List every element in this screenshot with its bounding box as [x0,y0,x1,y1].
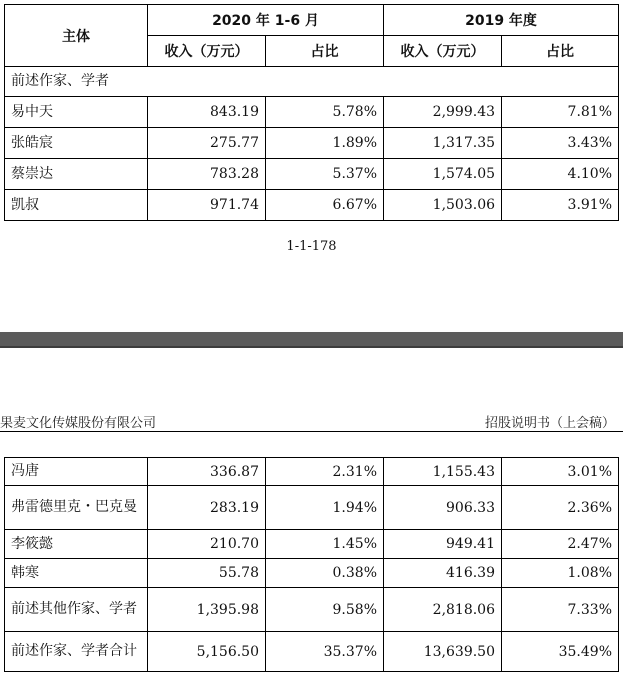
author-name: 弗雷德里克・巴克曼 [5,486,148,530]
page-number: 1-1-178 [286,239,337,254]
author-name: 易中天 [5,97,148,128]
share-2019: 7.81% [502,97,619,128]
header-rule [0,431,623,432]
author-name: 张皓宸 [5,128,148,159]
revenue-2020: 971.74 [148,190,266,221]
share-2020: 6.67% [266,190,384,221]
share-2020: 5.78% [266,97,384,128]
header-period-2020: 2020 年 1-6 月 [148,5,384,36]
revenue-2019: 1,155.43 [384,458,502,486]
share-2019: 4.10% [502,159,619,190]
header-revenue-2019: 收入（万元） [384,36,502,67]
revenue-2019: 1,574.05 [384,159,502,190]
author-name: 李筱懿 [5,530,148,559]
table-row [5,632,619,672]
revenue-2020: 783.28 [148,159,266,190]
table-row [5,530,619,559]
table-row [5,486,619,530]
share-2020: 1.94% [266,486,384,530]
revenue-2020: 5,156.50 [148,632,266,672]
author-name: 冯唐 [5,458,148,486]
table-row [5,458,619,486]
table-row [5,97,619,128]
share-2020: 2.31% [266,458,384,486]
table-row [5,559,619,588]
share-2020: 0.38% [266,559,384,588]
author-name: 前述其他作家、学者 [5,588,148,632]
revenue-2020: 843.19 [148,97,266,128]
revenue-2020: 55.78 [148,559,266,588]
share-2020: 9.58% [266,588,384,632]
header-subject: 主体 [5,5,148,67]
share-2019: 2.36% [502,486,619,530]
share-2020: 1.45% [266,530,384,559]
author-name: 凯叔 [5,190,148,221]
revenue-2019: 949.41 [384,530,502,559]
share-2019: 3.01% [502,458,619,486]
page-divider [0,332,623,348]
revenue-2020: 283.19 [148,486,266,530]
author-name: 韩寒 [5,559,148,588]
share-2019: 1.08% [502,559,619,588]
revenue-2019: 1,503.06 [384,190,502,221]
revenue-table-continued [4,457,619,672]
revenue-2019: 1,317.35 [384,128,502,159]
share-2019: 35.49% [502,632,619,672]
revenue-2019: 2,999.43 [384,97,502,128]
share-2019: 2.47% [502,530,619,559]
table-row [5,588,619,632]
share-2020: 1.89% [266,128,384,159]
company-name: 果麦文化传媒股份有限公司 [0,416,157,431]
section-label: 前述作家、学者 [5,67,619,97]
revenue-2020: 336.87 [148,458,266,486]
header-period-2019: 2019 年度 [384,5,619,36]
document-title: 招股说明书（上会稿） [484,416,615,431]
share-2019: 7.33% [502,588,619,632]
revenue-2019: 416.39 [384,559,502,588]
table-row [5,190,619,221]
revenue-2020: 275.77 [148,128,266,159]
revenue-2019: 13,639.50 [384,632,502,672]
author-name: 前述作家、学者合计 [5,632,148,672]
table-row [5,128,619,159]
share-2020: 35.37% [266,632,384,672]
page-gap [0,262,623,332]
revenue-2019: 2,818.06 [384,588,502,632]
revenue-2020: 1,395.98 [148,588,266,632]
header-share-2020: 占比 [266,36,384,67]
author-name: 蔡崇达 [5,159,148,190]
revenue-2019: 906.33 [384,486,502,530]
share-2019: 3.43% [502,128,619,159]
share-2020: 5.37% [266,159,384,190]
revenue-2020: 210.70 [148,530,266,559]
header-revenue-2020: 收入（万元） [148,36,266,67]
table-row [5,159,619,190]
revenue-table-top [4,4,619,221]
header-share-2019: 占比 [502,36,619,67]
share-2019: 3.91% [502,190,619,221]
